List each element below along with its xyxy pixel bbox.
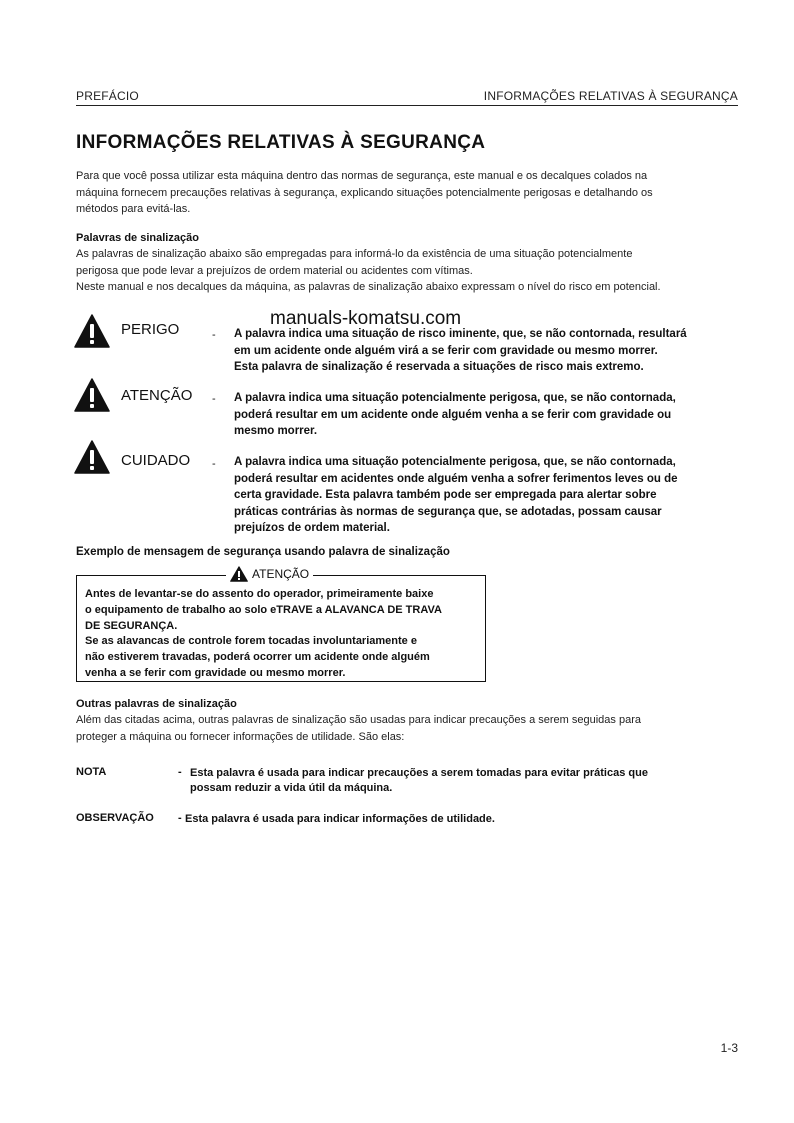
signal-words-line: perigosa que pode levar a prejuízos de ordem material ou acidentes com vítimas. <box>76 264 473 277</box>
level-description-perigo <box>234 326 738 376</box>
level-dash: - <box>212 329 216 341</box>
level-dash: - <box>212 458 216 470</box>
term-dash: - <box>178 812 182 824</box>
signal-words-line: As palavras de sinalização abaixo são empregadas para informá-lo da existência de uma situação potencialmente <box>76 248 633 260</box>
warning-triangle-icon <box>74 378 110 412</box>
term-description-observacao <box>185 812 495 827</box>
intro-paragraph <box>76 168 738 218</box>
warning-triangle-icon <box>74 314 110 348</box>
level-line: mesmo morrer. <box>234 425 318 437</box>
signal-word-perigo: PERIGO <box>121 321 180 338</box>
example-line: o equipamento de trabalho ao solo eTRAVE a ALAVANCA DE TRAVA <box>85 603 442 616</box>
level-line: certa gravidade. Esta palavra também pode ser empregada para alertar sobre <box>234 489 657 501</box>
signal-words-line: Neste manual e nos decalques da máquina, as palavras de sinalização abaixo expressam o nível do risco em potencial. <box>76 281 661 293</box>
level-line: Esta palavra de sinalização é reservada a situações de risco mais extremo. <box>234 361 644 373</box>
other-line: proteger a máquina ou fornecer informações de utilidade. São elas: <box>76 730 405 743</box>
level-line: poderá resultar em acidentes onde alguém venha a sofrer ferimentos leves ou de <box>234 472 678 485</box>
page-title: INFORMAÇÕES RELATIVAS À SEGURANÇA <box>76 132 486 153</box>
level-line: em um acidente onde alguém virá a se ferir com gravidade ou mesmo morrer. <box>234 344 658 357</box>
level-description-cuidado <box>234 454 738 537</box>
other-signal-words-heading: Outras palavras de sinalização <box>76 698 237 710</box>
level-dash: - <box>212 393 216 405</box>
page-number: 1-3 <box>720 1041 738 1055</box>
level-line: práticas contrárias às normas de segurança que, se adotadas, possam causar <box>234 505 662 518</box>
watermark-text: manuals-komatsu.com <box>270 308 462 329</box>
other-line: Além das citadas acima, outras palavras de sinalização são usadas para indicar precauções a serem seguidas para <box>76 714 641 726</box>
term-line: Esta palavra é usada para indicar informações de utilidade. <box>185 813 495 825</box>
term-observacao: OBSERVAÇÃO <box>76 812 154 824</box>
warning-triangle-icon <box>230 566 248 582</box>
signal-word-cuidado: CUIDADO <box>121 452 191 469</box>
signal-words-heading: Palavras de sinalização <box>76 232 199 244</box>
warning-triangle-icon <box>74 440 110 474</box>
term-line: possam reduzir a vida útil da máquina. <box>190 782 393 794</box>
example-message-text <box>85 587 478 682</box>
signal-word-atencao: ATENÇÃO <box>121 387 193 404</box>
intro-line: máquina fornecem precauções relativas à segurança, explicando situações potencialmente perigosas e detalhando os <box>76 186 653 199</box>
example-label <box>226 566 313 582</box>
level-line: A palavra indica uma situação potencialmente perigosa, que, se não contornada, <box>234 392 676 404</box>
example-heading: Exemplo de mensagem de segurança usando palavra de sinalização <box>76 546 450 558</box>
running-header-right: INFORMAÇÕES RELATIVAS À SEGURANÇA <box>483 89 738 103</box>
intro-line: métodos para evitá-las. <box>76 203 191 215</box>
signal-words-paragraph <box>76 246 738 296</box>
example-line: venha a se ferir com gravidade ou mesmo morrer. <box>85 666 346 679</box>
term-line: Esta palavra é usada para indicar precauções a serem tomadas para evitar práticas que <box>190 767 648 779</box>
header-divider <box>76 105 738 106</box>
level-line: A palavra indica uma situação de risco iminente, que, se não contornada, resultará <box>234 328 687 340</box>
intro-line: Para que você possa utilizar esta máquina dentro das normas de segurança, este manual e os decalques colados na <box>76 170 648 182</box>
level-line: A palavra indica uma situação potencialmente perigosa, que, se não contornada, <box>234 456 676 468</box>
level-line: prejuízos de ordem material. <box>234 522 390 534</box>
level-line: poderá resultar em um acidente onde alguém venha a se ferir com gravidade ou <box>234 408 672 421</box>
running-header-left: PREFÁCIO <box>76 89 139 103</box>
example-label-text: ATENÇÃO <box>252 567 310 581</box>
term-description-nota <box>190 766 648 796</box>
term-nota: NOTA <box>76 766 107 778</box>
example-line: Antes de levantar-se do assento do operador, primeiramente baixe <box>85 588 434 600</box>
example-line: Se as alavancas de controle forem tocadas involuntariamente e <box>85 635 417 648</box>
other-signal-words-paragraph <box>76 712 738 745</box>
term-dash: - <box>178 766 182 778</box>
example-line: DE SEGURANÇA. <box>85 619 178 632</box>
example-line: não estiverem travadas, poderá ocorrer um acidente onde alguém <box>85 651 430 664</box>
level-description-atencao <box>234 390 738 440</box>
